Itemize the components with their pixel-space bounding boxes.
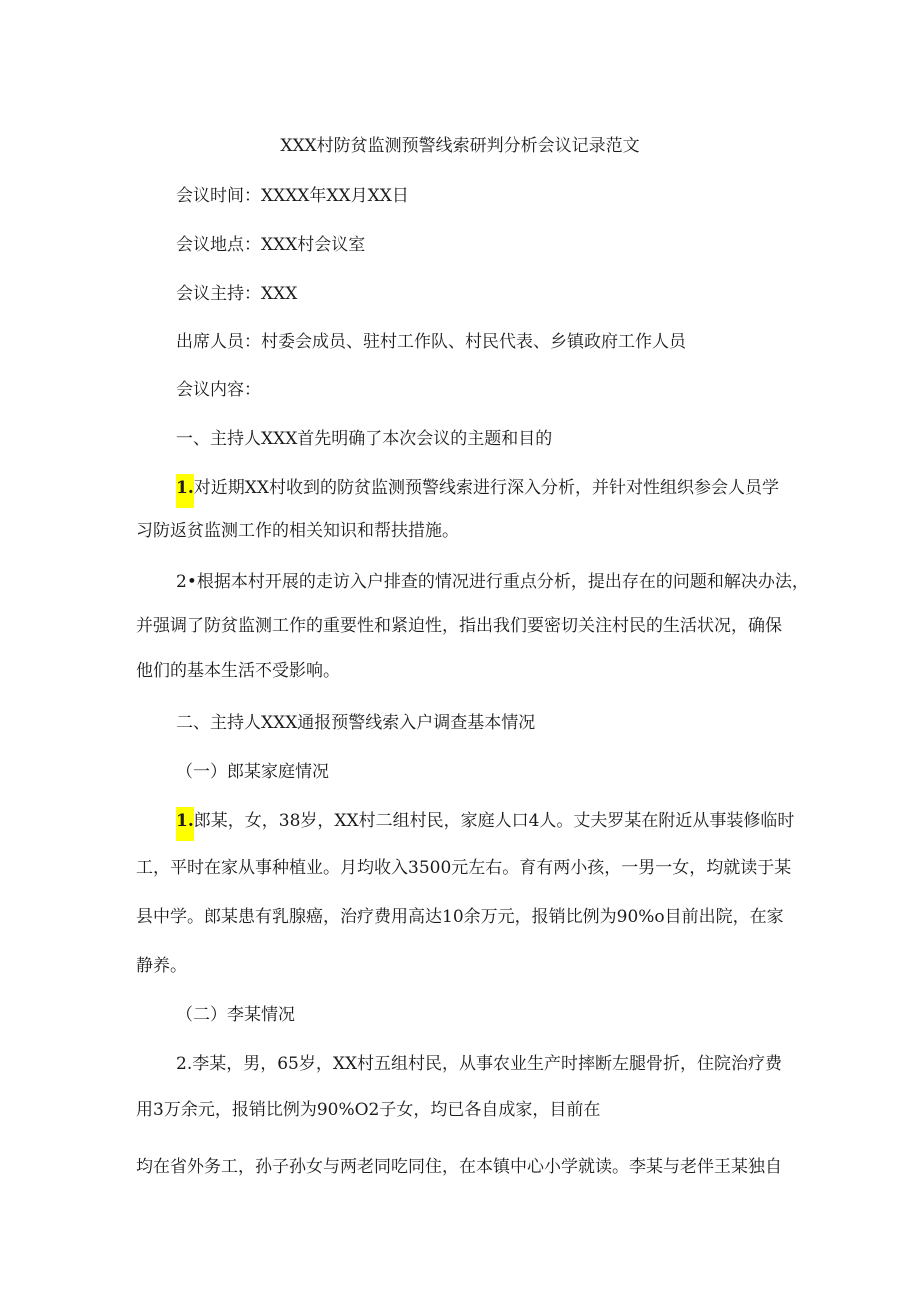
item1-number-highlight: 1. [176,474,194,508]
item2-paragraph-line: 他们的基本生活不受影响。 [136,661,340,681]
sub1-paragraph-line: 工，平时在家从事种植业。月均收入3500元左右。育有两小孩，一男一女，均就读于某 [136,858,792,878]
meeting-host: 会议主持：XXX [176,284,298,304]
meeting-time: 会议时间：XXXX年XX月XX日 [176,186,409,206]
sub2-heading: （二）李某情况 [176,1005,295,1025]
item1-paragraph-line [176,476,779,508]
document-title: XXX村防贫监测预警线索研判分析会议记录范文 [280,136,640,156]
item2-paragraph-line: 2•根据本村开展的走访入户排查的情况进行重点分析，提出存在的问题和解决办法， [176,572,809,592]
sub1-paragraph-line: 静养。 [136,956,187,976]
sub1-text: 郎某，女，38岁，XX村二组村民，家庭人口4人。丈夫罗某在附近从事装修临时 [193,811,795,831]
sub2-paragraph-line: 2.李某，男，65岁，XX村五组村民，从事农业生产时摔断左腿骨折，住院治疗费 [176,1054,783,1074]
section2-heading: 二、主持人XXX通报预警线索入户调查基本情况 [176,713,536,733]
item1-text: 对近期XX村收到的防贫监测预警线索进行深入分析，并针对性组织参会人员学 [193,478,779,498]
sub1-heading: （一）郎某家庭情况 [176,762,329,782]
sub2-paragraph-line: 用3万余元，报销比例为90%O2子女，均已各自成家，目前在 [136,1100,601,1120]
sub2-paragraph-line: 均在省外务工，孙子孙女与两老同吃同住，在本镇中心小学就读。李某与老伴王某独自 [136,1157,782,1177]
meeting-place: 会议地点：XXX村会议室 [176,235,366,255]
sub1-paragraph-line: 县中学。郎某患有乳腺癌，治疗费用高达10余万元，报销比例为90%o目前出院，在家 [136,907,784,927]
section1-heading: 一、主持人XXX首先明确了本次会议的主题和目的 [176,429,553,449]
content-label: 会议内容： [176,380,261,400]
attendees: 出席人员：村委会成员、驻村工作队、村民代表、乡镇政府工作人员 [176,332,686,352]
item2-paragraph-line: 并强调了防贫监测工作的重要性和紧迫性，指出我们要密切关注村民的生活状况，确保 [136,616,782,636]
item1-paragraph-line: 习防返贫监测工作的相关知识和帮扶措施。 [136,521,459,541]
sub1-number-highlight: 1. [176,807,194,841]
sub1-paragraph-line [176,809,794,841]
